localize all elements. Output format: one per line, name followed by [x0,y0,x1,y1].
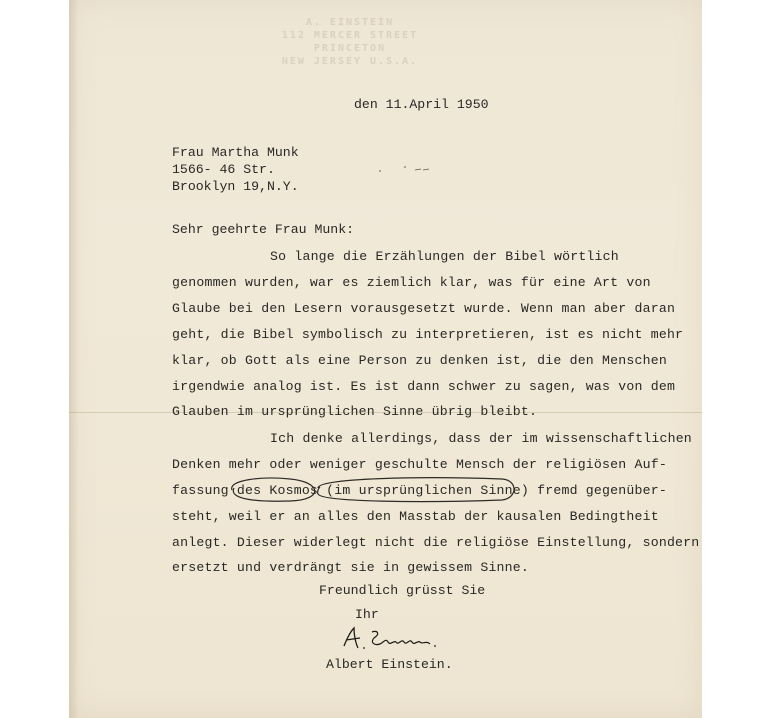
body-line: Denken mehr oder weniger geschulte Mensch der religiösen Auf- [172,457,667,472]
letterhead-line: 112 MERCER STREET [281,30,419,41]
letterhead-line: NEW JERSEY U.S.A. [281,56,419,67]
body-line: Glaube bei den Lesern vorausgesetzt wurde. Wenn man aber daran [172,301,676,316]
body-line: anlegt. Dieser widerlegt nicht die religiöse Einstellung, sondern [172,535,700,550]
letterhead-line: PRINCETON [313,43,387,54]
salutation: Sehr geehrte Frau Munk: [172,222,355,237]
closing-greeting: Freundlich grüsst Sie [319,583,486,598]
letter-date: den 11.April 1950 [354,97,489,112]
typed-signature-name: Albert Einstein. [326,657,453,672]
body-line: steht, weil er an alles den Masstab der kausalen Bedingtheit [172,509,659,524]
body-line: ersetzt und verdrängt sie in gewissem Sinne. [172,560,530,575]
body-line: Ich denke allerdings, dass der im wissenschaftlichen [270,431,692,446]
body-line: fassung des Kosmos (im ursprünglichen Sinne) fremd gegenüber- [172,483,667,498]
body-line: Glauben im ursprünglichen Sinne übrig bleibt. [172,404,538,419]
handwritten-signature [338,624,448,654]
body-line: geht, die Bibel symbolisch zu interpretieren, ist es nicht mehr [172,327,684,342]
embossed-letterhead [250,16,450,68]
body-line: genommen wurden, war es ziemlich klar, was für eine Art von [172,275,651,290]
body-line: klar, ob Gott als eine Person zu denken ist, die den Menschen [172,353,667,368]
recipient-street: 1566- 46 Str. [172,162,275,177]
paper-edge-shadow [69,0,79,718]
letterhead-line: A. EINSTEIN [305,17,395,28]
ink-smudge [375,164,435,174]
body-line: So lange die Erzählungen der Bibel wörtlich [270,249,619,264]
closing-ihr: Ihr [355,607,379,622]
body-line: irgendwie analog ist. Es ist dann schwer zu sagen, was von dem [172,379,676,394]
recipient-name: Frau Martha Munk [172,145,299,160]
recipient-city: Brooklyn 19,N.Y. [172,179,299,194]
